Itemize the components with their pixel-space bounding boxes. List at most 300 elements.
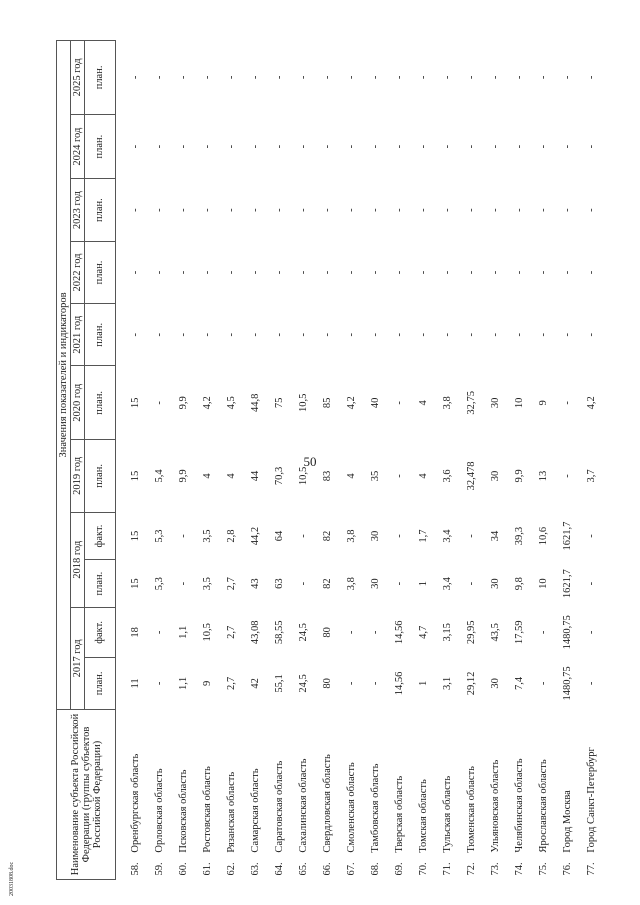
value-cell: - — [394, 208, 405, 212]
table-row — [116, 41, 149, 880]
value-cell: 29,12 — [466, 671, 477, 696]
region-name: Смоленская область — [346, 762, 357, 853]
value-cell: - — [538, 144, 549, 149]
value-cell: 10,5 — [298, 393, 309, 412]
value-cell: 85 — [322, 397, 333, 409]
value-cell: - — [514, 270, 525, 275]
value-cell: 44 — [250, 470, 261, 482]
value-cell: 43,5 — [490, 623, 501, 642]
plan-label: план. — [85, 241, 116, 303]
value-cell: 4,2 — [202, 396, 213, 410]
value-cell: - — [130, 144, 141, 149]
value-cell: - — [154, 630, 165, 635]
value-cell: 43,08 — [250, 620, 261, 645]
value-cell: - — [298, 333, 309, 337]
value-cell: 64 — [274, 530, 285, 542]
value-cell: - — [250, 75, 261, 80]
region-name: Сахалинская область — [298, 758, 309, 853]
value-cell: 5,4 — [154, 469, 165, 483]
row-number: 69. — [394, 862, 405, 876]
value-cell: - — [538, 333, 549, 337]
table-row — [148, 41, 172, 880]
value-cell: 35 — [370, 470, 381, 482]
region-name: Оренбургская область — [130, 753, 141, 853]
value-cell: - — [178, 270, 189, 275]
value-cell: - — [394, 270, 405, 275]
row-number: 60. — [178, 862, 189, 876]
row-number: 61. — [202, 862, 213, 876]
value-cell: 30 — [370, 578, 381, 589]
value-cell: 30 — [490, 678, 501, 689]
value-cell: - — [370, 144, 381, 149]
table-row — [556, 41, 580, 880]
value-cell: - — [322, 333, 333, 337]
row-number: 71. — [442, 862, 453, 876]
value-cell: - — [394, 401, 405, 405]
value-cell: 24,5 — [298, 623, 309, 642]
value-cell: 34 — [490, 530, 501, 542]
year-header-2019: 2019 год — [71, 440, 85, 513]
value-cell: 3,8 — [346, 529, 357, 543]
value-cell: - — [226, 75, 237, 80]
value-cell: - — [538, 270, 549, 275]
value-cell: - — [586, 144, 597, 149]
value-cell: - — [154, 681, 165, 686]
row-number: 64. — [274, 862, 285, 876]
value-cell: 4,5 — [226, 396, 237, 410]
value-cell: 80 — [322, 678, 333, 689]
value-cell: - — [562, 474, 573, 478]
value-cell: 2,7 — [226, 625, 237, 639]
year-header-2024: 2024 год — [71, 114, 85, 179]
value-cell: 15 — [130, 530, 141, 542]
value-cell: - — [418, 144, 429, 149]
value-cell: - — [178, 581, 189, 586]
value-cell: - — [154, 208, 165, 212]
value-cell: 82 — [322, 530, 333, 542]
value-cell: 4 — [346, 473, 357, 479]
value-cell: - — [586, 681, 597, 686]
table-row — [316, 41, 340, 880]
value-cell: 2,7 — [226, 577, 237, 591]
value-cell: - — [370, 75, 381, 80]
row-number: 73. — [490, 862, 501, 876]
value-cell: - — [562, 75, 573, 80]
value-cell: 30 — [490, 470, 501, 482]
value-cell: 5,3 — [154, 529, 165, 543]
value-cell: - — [226, 208, 237, 212]
value-cell: 24,5 — [298, 674, 309, 693]
value-cell: 10 — [538, 578, 549, 589]
region-name: Город Москва — [562, 790, 573, 853]
value-cell: 43 — [250, 578, 261, 589]
value-cell: 32,75 — [466, 391, 477, 415]
year-header-2018: 2018 год — [71, 512, 85, 607]
value-cell: 44,8 — [250, 393, 261, 412]
value-cell: - — [586, 75, 597, 80]
value-cell: 9 — [202, 680, 213, 686]
row-number: 62. — [226, 862, 237, 876]
value-cell: - — [562, 208, 573, 212]
row-number: 75. — [538, 862, 549, 876]
value-cell: 70,3 — [274, 466, 285, 486]
value-cell: 5,3 — [154, 577, 165, 591]
year-header-2023: 2023 год — [71, 179, 85, 241]
value-cell: - — [466, 75, 477, 80]
value-cell: - — [394, 333, 405, 337]
value-cell: - — [226, 270, 237, 275]
value-cell: 1 — [418, 680, 429, 686]
column-header-indicators: Значения показателей и индикаторов — [57, 41, 71, 710]
value-cell: - — [442, 270, 453, 275]
value-cell: - — [394, 75, 405, 80]
year-header-2020: 2020 год — [71, 366, 85, 440]
value-cell: 10,5 — [298, 466, 309, 486]
value-cell: 83 — [322, 470, 333, 482]
value-cell: - — [562, 144, 573, 149]
value-cell: - — [250, 208, 261, 212]
value-cell: 30 — [370, 530, 381, 542]
plan-label: план. — [85, 657, 116, 709]
value-cell: - — [586, 581, 597, 586]
row-number: 67. — [346, 862, 357, 876]
value-cell: 63 — [274, 578, 285, 589]
value-cell: - — [370, 333, 381, 337]
footer-doc-code: 20031808.doc — [9, 861, 15, 896]
value-cell: 3,8 — [442, 396, 453, 410]
value-cell: - — [490, 208, 501, 212]
year-header-2025: 2025 год — [71, 41, 85, 115]
plan-label: план. — [85, 560, 116, 608]
value-cell: 9,9 — [178, 396, 189, 410]
value-cell: - — [202, 333, 213, 337]
value-cell: 15 — [130, 470, 141, 482]
value-cell: - — [298, 208, 309, 212]
value-cell: - — [274, 270, 285, 275]
region-name: Псковская область — [178, 769, 189, 853]
row-number: 65. — [298, 862, 309, 876]
value-cell: - — [226, 333, 237, 337]
value-cell: 4,2 — [586, 396, 597, 410]
value-cell: - — [562, 401, 573, 405]
value-cell: 10,6 — [538, 526, 549, 546]
value-cell: 1 — [418, 581, 429, 587]
value-cell: - — [418, 270, 429, 275]
value-cell: 1480,75 — [562, 666, 573, 701]
plan-label: план. — [85, 366, 116, 440]
value-cell: 4 — [418, 400, 429, 406]
value-cell: 32,478 — [466, 461, 477, 491]
value-cell: - — [346, 333, 357, 337]
value-cell: - — [562, 270, 573, 275]
region-name: Орловская область — [154, 768, 165, 853]
value-cell: - — [562, 333, 573, 337]
value-cell: - — [250, 333, 261, 337]
value-cell: - — [586, 534, 597, 538]
value-cell: 3,4 — [442, 577, 453, 591]
page-number: 50 — [303, 454, 317, 469]
table-row — [220, 41, 244, 880]
value-cell: 4 — [202, 473, 213, 479]
value-cell: - — [178, 534, 189, 538]
value-cell: - — [154, 401, 165, 405]
table-row — [580, 41, 604, 880]
value-cell: 1,7 — [418, 529, 429, 543]
year-header-2017: 2017 год — [71, 607, 85, 709]
value-cell: - — [442, 208, 453, 212]
value-cell: 75 — [274, 397, 285, 409]
value-cell: 10,5 — [202, 623, 213, 642]
value-cell: 4 — [226, 473, 237, 479]
value-cell: 14,56 — [394, 620, 405, 645]
value-cell: - — [226, 144, 237, 149]
value-cell: 1621,7 — [562, 521, 573, 551]
plan-label: план. — [85, 304, 116, 366]
value-cell: - — [466, 534, 477, 538]
value-cell: 44,2 — [250, 526, 261, 546]
row-number: 59. — [154, 862, 165, 876]
value-cell: - — [298, 144, 309, 149]
value-cell: - — [298, 581, 309, 586]
value-cell: 9,9 — [178, 469, 189, 483]
value-cell: 39,3 — [514, 526, 525, 546]
value-cell: 14,56 — [394, 671, 405, 696]
table-row — [412, 41, 436, 880]
value-cell: - — [490, 333, 501, 337]
row-number: 68. — [370, 862, 381, 876]
region-name: Рязанская область — [226, 771, 237, 853]
value-cell: 3,1 — [442, 676, 453, 690]
table-row — [364, 41, 388, 880]
value-cell: 3,8 — [346, 577, 357, 591]
value-cell: - — [298, 270, 309, 275]
region-name: Ярославская область — [538, 759, 549, 853]
region-name: Ростовская область — [202, 766, 213, 853]
value-cell: 3,5 — [202, 577, 213, 591]
value-cell: - — [418, 208, 429, 212]
value-cell: - — [346, 144, 357, 149]
region-name: Саратовская область — [274, 760, 285, 853]
value-cell: 4 — [418, 473, 429, 479]
region-name: Город Санкт-Петербург — [586, 747, 597, 853]
value-cell: - — [346, 270, 357, 275]
table-row — [172, 41, 196, 880]
value-cell: - — [394, 581, 405, 586]
value-cell: - — [154, 333, 165, 337]
value-cell: - — [370, 630, 381, 635]
fact-label: факт. — [85, 512, 116, 560]
value-cell: - — [586, 208, 597, 212]
value-cell: - — [298, 534, 309, 538]
value-cell: - — [346, 75, 357, 80]
value-cell: - — [490, 270, 501, 275]
value-cell: - — [154, 144, 165, 149]
plan-label: план. — [85, 440, 116, 513]
value-cell: - — [178, 75, 189, 80]
indicators-table — [56, 40, 604, 880]
value-cell: 80 — [322, 627, 333, 638]
value-cell: - — [442, 333, 453, 337]
value-cell: 40 — [370, 397, 381, 409]
value-cell: 11 — [130, 678, 141, 689]
plan-label: план. — [85, 41, 116, 115]
value-cell: 3,15 — [442, 623, 453, 642]
value-cell: 30 — [490, 397, 501, 409]
value-cell: - — [418, 75, 429, 80]
value-cell: - — [178, 144, 189, 149]
value-cell: - — [202, 208, 213, 212]
region-name: Тульская область — [442, 775, 453, 853]
value-cell: 17,59 — [514, 620, 525, 645]
value-cell: - — [490, 144, 501, 149]
region-name: Ульяновская область — [490, 759, 501, 853]
value-cell: - — [298, 75, 309, 80]
value-cell: - — [154, 75, 165, 80]
plan-label: план. — [85, 179, 116, 241]
value-cell: 15 — [130, 578, 141, 589]
value-cell: - — [250, 270, 261, 275]
value-cell: 13 — [538, 470, 549, 482]
value-cell: - — [130, 208, 141, 212]
value-cell: - — [322, 208, 333, 212]
value-cell: 3,6 — [442, 469, 453, 483]
value-cell: - — [418, 333, 429, 337]
table-row — [244, 41, 268, 880]
value-cell: - — [322, 75, 333, 80]
year-header-2021: 2021 год — [71, 304, 85, 366]
value-cell: - — [442, 75, 453, 80]
value-cell: - — [514, 75, 525, 80]
value-cell: 10 — [514, 397, 525, 409]
table-row — [268, 41, 292, 880]
value-cell: 9,8 — [514, 577, 525, 591]
value-cell: - — [130, 333, 141, 337]
value-cell: 18 — [130, 627, 141, 638]
value-cell: 4,2 — [346, 396, 357, 410]
value-cell: 30 — [490, 578, 501, 589]
region-name: Тюменская область — [466, 766, 477, 853]
table-row — [484, 41, 508, 880]
value-cell: - — [442, 144, 453, 149]
table-row — [460, 41, 484, 880]
value-cell: 55,1 — [274, 674, 285, 693]
value-cell: - — [346, 208, 357, 212]
row-number: 58. — [130, 862, 141, 876]
value-cell: - — [322, 144, 333, 149]
row-number: 76. — [562, 862, 573, 876]
value-cell: - — [538, 630, 549, 635]
value-cell: - — [466, 270, 477, 275]
table-row — [292, 41, 316, 880]
value-cell: - — [538, 75, 549, 80]
value-cell: - — [586, 270, 597, 275]
value-cell: - — [370, 270, 381, 275]
region-name: Свердловская область — [322, 754, 333, 853]
region-name: Тверская область — [394, 775, 405, 853]
value-cell: - — [466, 581, 477, 586]
row-number: 66. — [322, 862, 333, 876]
value-cell: - — [250, 144, 261, 149]
table-row — [388, 41, 412, 880]
table-row — [340, 41, 364, 880]
value-cell: - — [322, 270, 333, 275]
value-cell: - — [394, 474, 405, 478]
region-name: Самарская область — [250, 768, 261, 853]
value-cell: 3,5 — [202, 529, 213, 543]
value-cell: - — [466, 144, 477, 149]
value-cell: - — [466, 208, 477, 212]
value-cell: - — [514, 208, 525, 212]
year-header-2022: 2022 год — [71, 241, 85, 303]
table-body — [116, 41, 605, 880]
value-cell: 7,4 — [514, 676, 525, 690]
region-name: Томская область — [418, 779, 429, 853]
value-cell: - — [202, 75, 213, 80]
value-cell: 15 — [130, 397, 141, 409]
value-cell: - — [130, 75, 141, 80]
value-cell: - — [346, 630, 357, 635]
value-cell: - — [274, 75, 285, 80]
value-cell: - — [586, 630, 597, 635]
row-number: 77. — [586, 862, 597, 876]
value-cell: 2,7 — [226, 676, 237, 690]
table-row — [436, 41, 460, 880]
column-header-name: Наименование субъекта Российской Федерации (группы субъектов Российской Федерации) — [57, 709, 116, 879]
fact-label: факт. — [85, 607, 116, 657]
value-cell: - — [466, 333, 477, 337]
value-cell: 4,7 — [418, 625, 429, 639]
value-cell: - — [394, 144, 405, 149]
value-cell: 58,55 — [274, 620, 285, 645]
value-cell: - — [394, 534, 405, 538]
region-name: Челябинская область — [514, 758, 525, 853]
value-cell: 29,95 — [466, 620, 477, 645]
table-row — [532, 41, 556, 880]
value-cell: 9,9 — [514, 469, 525, 483]
value-cell: 42 — [250, 678, 261, 689]
table-row — [196, 41, 220, 880]
value-cell: 1480,75 — [562, 615, 573, 650]
value-cell: 1,1 — [178, 676, 189, 690]
value-cell: - — [514, 144, 525, 149]
row-number: 72. — [466, 862, 477, 876]
value-cell: - — [274, 208, 285, 212]
value-cell: - — [274, 144, 285, 149]
region-name: Тамбовская область — [370, 763, 381, 853]
value-cell: - — [514, 333, 525, 337]
plan-label: план. — [85, 114, 116, 179]
value-cell: - — [202, 270, 213, 275]
value-cell: - — [202, 144, 213, 149]
value-cell: 2,8 — [226, 529, 237, 543]
value-cell: - — [586, 333, 597, 337]
value-cell: 1621,7 — [562, 569, 573, 599]
value-cell: 3,4 — [442, 529, 453, 543]
value-cell: - — [370, 681, 381, 686]
value-cell: - — [154, 270, 165, 275]
row-number: 74. — [514, 862, 525, 876]
value-cell: 82 — [322, 578, 333, 589]
rotated-table-frame — [56, 40, 636, 880]
row-number: 63. — [250, 862, 261, 876]
value-cell: - — [178, 333, 189, 337]
value-cell: - — [178, 208, 189, 212]
value-cell: - — [130, 270, 141, 275]
row-number: 70. — [418, 862, 429, 876]
table-row — [508, 41, 532, 880]
value-cell: - — [490, 75, 501, 80]
value-cell: - — [538, 681, 549, 686]
